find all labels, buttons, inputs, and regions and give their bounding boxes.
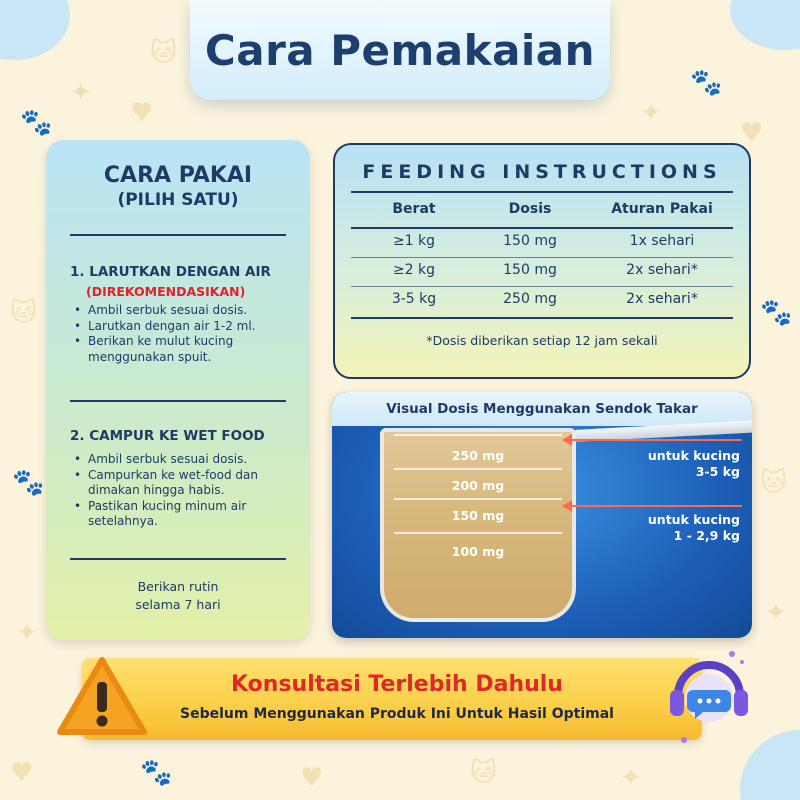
list-item: • Pastikan kucing minum air setelahnya. [72,499,302,530]
dose-note: *Dosis diberikan setiap 12 jam sekali [426,333,658,348]
page-title: Cara Pemakaian [204,25,596,75]
consult-title: Konsultasi Terlebih Dahulu [231,672,563,697]
method1-recommended: (DIREKOMENDASIKAN) [86,284,246,299]
method2-steps [72,452,302,530]
method2-title: 2. CAMPUR KE WET FOOD [70,428,265,444]
scoop-mark-line [394,434,562,436]
corner-blob-top-left [0,0,70,60]
arrow-left-icon [562,434,572,446]
scoop-mark-line [394,532,562,534]
list-item: • Berikan ke mulut kucing menggunakan spuit. [72,334,302,365]
arrow-left-icon [562,500,572,512]
table-cell: 1x sehari [629,233,695,249]
heart-icon: ♥ [10,758,34,788]
cat-face-icon: 🐱 [10,298,38,328]
corner-blob-top-right [730,0,800,50]
table-rule-header [351,227,733,229]
list-item: • Larutkan dengan air 1-2 ml. [72,319,302,335]
scoop-note-line: 3-5 kg [695,464,740,479]
paw-icon: 🐾 [12,468,45,498]
paw-icon: 🐾 [690,68,723,98]
star-icon: ✦ [765,598,787,628]
heart-icon: ♥ [300,763,324,793]
table-cell: ≥2 kg [392,262,436,278]
star-icon: ✦ [16,618,38,648]
table-cell: 2x sehari* [626,291,698,307]
list-item: • Ambil serbuk sesuai dosis. [72,452,302,468]
warning-icon [56,654,148,738]
usage-footer-line1: Berikan rutin [137,579,219,594]
cat-face-icon: 🐱 [470,758,498,788]
table-rule-top [351,191,733,193]
arrow-line [572,505,742,507]
measuring-scoop [380,428,576,622]
method1-steps [72,303,302,365]
table-header-aturan: Aturan Pakai [611,201,713,217]
scoop-note-line: untuk kucing [647,512,740,527]
scoop-mark-label: 200 mg [451,478,505,493]
table-cell: 2x sehari* [626,262,698,278]
scoop-mark-line [394,498,562,500]
heart-icon: ♥ [740,118,764,148]
table-header-berat: Berat [392,201,436,217]
feeding-title: FEEDING INSTRUCTIONS [362,161,722,183]
headset-chat-icon [664,644,754,748]
consult-banner [82,658,702,740]
consult-subtitle: Sebelum Menggunakan Produk Ini Untuk Hasil Optimal [180,706,614,722]
arrow-line [572,439,742,441]
cat-face-icon: 🐱 [150,38,178,68]
table-header-dosis: Dosis [508,201,552,217]
table-cell: 150 mg [503,262,557,278]
table-rule [351,286,733,287]
table-cell: ≥1 kg [392,233,436,249]
scoop-mark-label: 100 mg [451,544,505,559]
scoop-mark-label: 150 mg [451,508,505,523]
scoop-note-large-cat [648,448,740,480]
feeding-instructions-card [333,143,751,379]
scoop-mark-line [394,468,562,470]
scoop-note-small-cat [648,512,740,544]
paw-icon: 🐾 [760,298,793,328]
usage-card [46,140,310,640]
cat-face-icon: 🐱 [760,468,788,498]
usage-footer [46,578,310,614]
list-item: • Ambil serbuk sesuai dosis. [72,303,302,319]
table-cell: 150 mg [503,233,557,249]
scoop-note-line: 1 - 2,9 kg [673,528,740,543]
divider [70,558,286,560]
paw-icon: 🐾 [20,108,53,138]
method1-title: 1. LARUTKAN DENGAN AIR [70,264,271,280]
scoop-mark-label: 250 mg [451,448,505,463]
scoop-note-line: untuk kucing [647,448,740,463]
scoop-visual-card [332,392,752,638]
title-box [190,0,610,100]
scoop-title: Visual Dosis Menggunakan Sendok Takar [386,401,698,417]
star-icon: ✦ [640,98,662,128]
table-cell: 250 mg [503,291,557,307]
table-rule-bottom [351,317,733,319]
divider [70,234,286,236]
list-item: • Campurkan ke wet-food dan dimakan hingga habis. [72,468,302,499]
table-rule [351,257,733,258]
paw-icon: 🐾 [140,758,173,788]
heart-icon: ♥ [130,98,154,128]
table-cell: 3-5 kg [391,291,437,307]
star-icon: ✦ [70,78,92,108]
divider [70,400,286,402]
usage-footer-line2: selama 7 hari [135,597,221,612]
star-icon: ✦ [620,763,642,793]
usage-card-subtitle: (PILIH SATU) [117,190,239,210]
usage-card-title: CARA PAKAI [103,163,253,188]
